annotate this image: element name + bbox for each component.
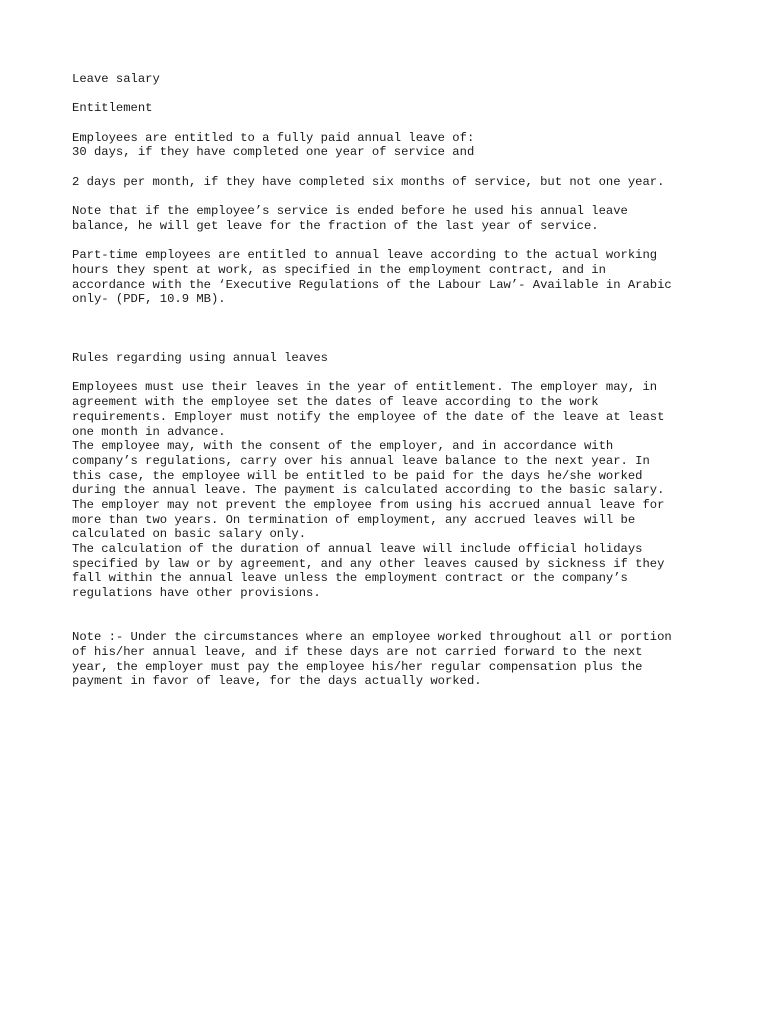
text-line: more than two years. On termination of employment, any accrued leaves will be [72, 512, 636, 527]
text-line: one month in advance. [72, 424, 226, 439]
text-line: Note :- Under the circumstances where an employee worked throughout all or portion [72, 630, 672, 645]
text-line: this case, the employee will be entitled to be paid for the days he/she worked [72, 468, 643, 483]
spacer [72, 366, 712, 381]
section-heading-rules: Rules regarding using annual leaves [72, 351, 328, 366]
spacer [72, 190, 712, 205]
text-line: Employees are entitled to a fully paid annual leave of: [72, 130, 475, 145]
text-line: specified by law or by agreement, and any other leaves caused by sickness if they [72, 556, 665, 571]
spacer [72, 601, 712, 616]
text-line: Employees must use their leaves in the year of entitlement. The employer may, in [72, 380, 658, 395]
text-line: accordance with the ‘Executive Regulations of the Labour Law’- Available in Arabic [72, 277, 672, 292]
document-page [72, 72, 712, 689]
spacer [72, 615, 712, 630]
spacer [72, 234, 712, 249]
note-paragraph [72, 630, 712, 689]
entitlement-paragraph-2 [72, 175, 712, 190]
entitlement-paragraph-1 [72, 131, 712, 160]
entitlement-paragraph-3 [72, 204, 712, 233]
text-line: hours they spent at work, as specified in the employment contract, and in [72, 262, 606, 277]
text-line: 30 days, if they have completed one year of service and [72, 145, 475, 160]
text-line: requirements. Employer must notify the employee of the date of the leave at least [72, 409, 665, 424]
text-line: of his/her annual leave, and if these days are not carried forward to the next [72, 644, 643, 659]
text-line: payment in favor of leave, for the days actually worked. [72, 674, 482, 689]
section-heading-entitlement: Entitlement [72, 101, 153, 116]
text-line: regulations have other provisions. [72, 586, 321, 601]
spacer [72, 87, 712, 102]
rules-paragraph [72, 380, 712, 600]
text-line: during the annual leave. The payment is calculated according to the basic salary. [72, 483, 665, 498]
text-line: company’s regulations, carry over his annual leave balance to the next year. In [72, 453, 650, 468]
text-line: agreement with the employee set the dates of leave according to the work [72, 395, 599, 410]
entitlement-paragraph-4 [72, 248, 712, 307]
spacer [72, 160, 712, 175]
spacer [72, 307, 712, 351]
text-line: year, the employer must pay the employee his/her regular compensation plus the [72, 659, 643, 674]
spacer [72, 116, 712, 131]
text-line: only- (PDF, 10.9 MB). [72, 292, 226, 307]
text-line: fall within the annual leave unless the employment contract or the company’s [72, 571, 628, 586]
text-line: Part-time employees are entitled to annual leave according to the actual working [72, 248, 658, 263]
text-line: Note that if the employee’s service is ended before he used his annual leave [72, 204, 628, 219]
text-line: 2 days per month, if they have completed six months of service, but not one year. [72, 174, 665, 189]
text-line: calculated on basic salary only. [72, 527, 307, 542]
text-line: The calculation of the duration of annual leave will include official holidays [72, 542, 643, 557]
text-line: The employer may not prevent the employee from using his accrued annual leave for [72, 497, 665, 512]
document-title: Leave salary [72, 72, 160, 86]
text-line: balance, he will get leave for the fraction of the last year of service. [72, 218, 599, 233]
text-line: The employee may, with the consent of the employer, and in accordance with [72, 439, 614, 454]
